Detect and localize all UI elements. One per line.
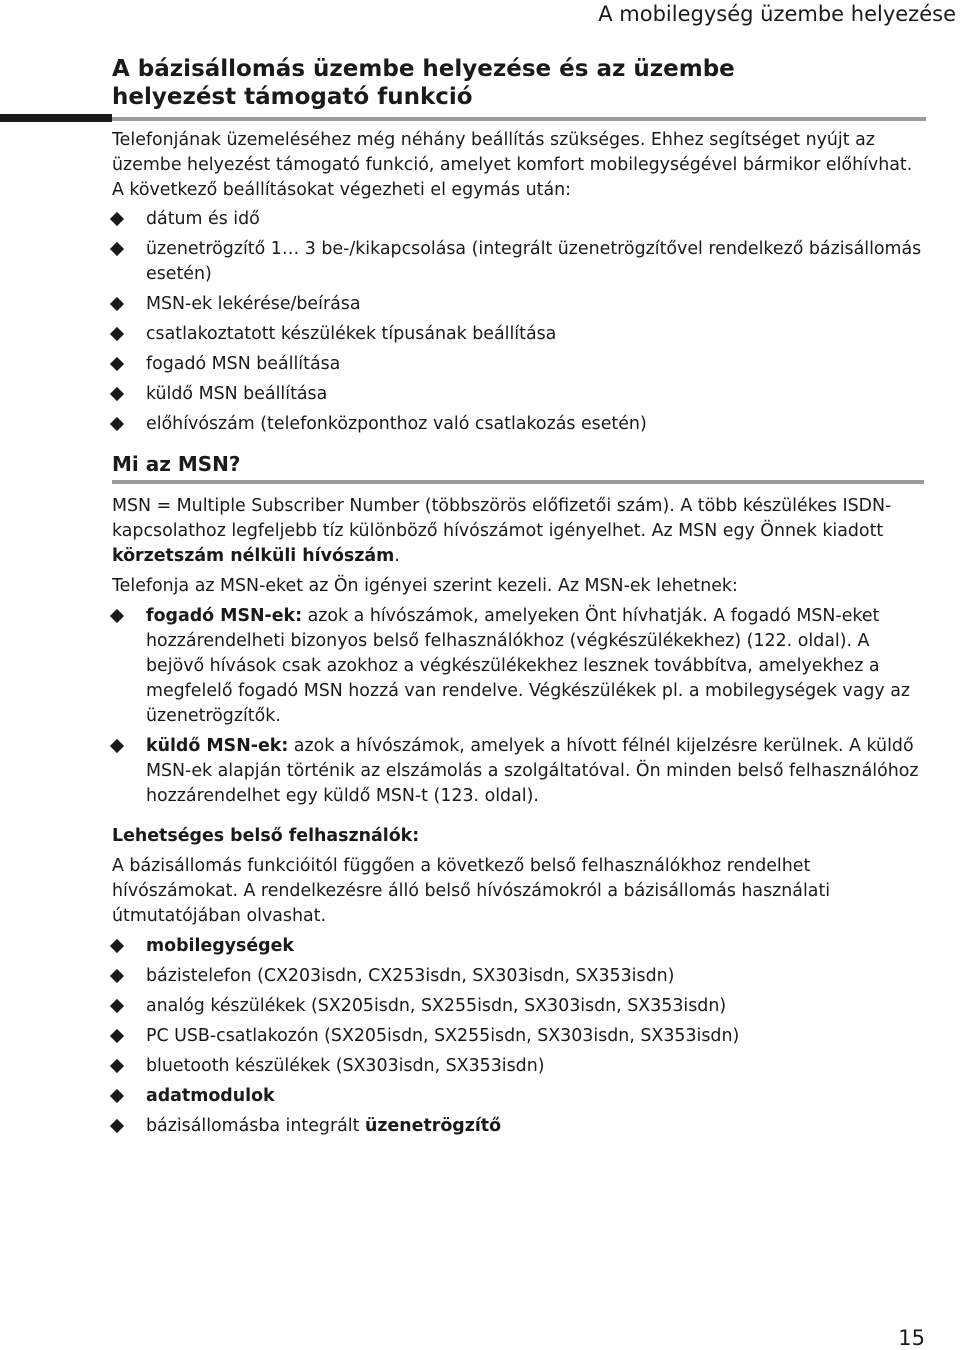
msn-types-list	[112, 604, 924, 809]
diamond-bullet-icon	[110, 939, 124, 953]
diamond-bullet-icon	[110, 387, 124, 401]
diamond-bullet-icon	[110, 1059, 124, 1073]
diamond-bullet-icon	[110, 212, 124, 226]
page-number: 15	[898, 1326, 925, 1350]
list-item: üzenetrögzítő 1… 3 be-/kikapcsolása (integrált üzenetrögzítővel rendelkező bázisállomás esetén)	[112, 237, 924, 287]
diamond-bullet-icon	[110, 609, 124, 623]
diamond-bullet-icon	[110, 1029, 124, 1043]
list-item: bluetooth készülékek (SX303isdn, SX353isdn)	[112, 1054, 924, 1079]
diamond-bullet-icon	[110, 357, 124, 371]
list-item: MSN-ek lekérése/beírása	[112, 292, 924, 317]
section-title-msn: Mi az MSN?	[112, 451, 924, 484]
list-item: analóg készülékek (SX205isdn, SX255isdn, SX303isdn, SX353isdn)	[112, 994, 924, 1019]
list-item: adatmodulok	[112, 1084, 924, 1109]
diamond-bullet-icon	[110, 417, 124, 431]
running-title: A mobilegység üzembe helyezése	[598, 2, 956, 26]
msn-handling: Telefonja az MSN-eket az Ön igényei szerint kezeli. Az MSN-ek lehetnek:	[112, 576, 738, 596]
list-item: bázistelefon (CX203isdn, CX253isdn, SX303isdn, SX353isdn)	[112, 964, 924, 989]
diamond-bullet-icon	[110, 739, 124, 753]
diamond-bullet-icon	[110, 297, 124, 311]
list-item: küldő MSN-ek: azok a hívószámok, amelyek a hívott félnél kijelzésre kerülnek. A küldő MSN-ek alapján történik az elszámolás a szolgáltatóval. Ön minden belső felhasználóhoz hozzárendelhet egy küldő MSN-t (123. oldal).	[112, 734, 924, 809]
list-item: PC USB-csatlakozón (SX205isdn, SX255isdn, SX303isdn, SX353isdn)	[112, 1024, 924, 1049]
list-item: bázisállomásba integrált üzenetrögzítő	[112, 1114, 924, 1139]
list-item: küldő MSN beállítása	[112, 382, 924, 407]
diamond-bullet-icon	[110, 327, 124, 341]
internal-users-list	[112, 934, 924, 1139]
list-item: előhívószám (telefonközponthoz való csatlakozás esetén)	[112, 412, 924, 437]
diamond-bullet-icon	[110, 242, 124, 256]
list-item: fogadó MSN beállítása	[112, 352, 924, 377]
list-item: dátum és idő	[112, 207, 924, 232]
setup-list	[112, 207, 924, 437]
page-content	[112, 55, 924, 1139]
internal-users-intro: A bázisállomás funkcióitól függően a következő belső felhasználókhoz rendelhet hívószámokat. A rendelkezésre álló belső hívószámokról a bázisállomás használati útmutatójában olvashat.	[112, 856, 831, 926]
diamond-bullet-icon	[110, 969, 124, 983]
diamond-bullet-icon	[110, 999, 124, 1013]
diamond-bullet-icon	[110, 1089, 124, 1103]
list-item: mobilegységek	[112, 934, 924, 959]
setup-intro: Telefonjának üzemeléséhez még néhány beállítás szükséges. Ehhez segítséget nyújt az üzembe helyezést támogató funkció, amelyet komfort mobilegységével bármikor előhívhat. A következő beállításokat végezheti el egymás után:	[112, 130, 913, 200]
list-item: fogadó MSN-ek: azok a hívószámok, amelyeken Önt hívhatják. A fogadó MSN-eket hozzárendelheti bizonyos belső felhasználókhoz (végkészülékekhez) (122. oldal). A bejövő hívások csak azokhoz a végkészülékekhez lesznek továbbítva, amelyekhez a megfelelő fogadó MSN hozzá van rendelve. Végkészülékek pl. a mobilegységek vagy az üzenetrögzítők.	[112, 604, 924, 729]
list-item: csatlakoztatott készülékek típusának beállítása	[112, 322, 924, 347]
section-title-internal-users: Lehetséges belső felhasználók:	[112, 826, 420, 846]
diamond-bullet-icon	[110, 1119, 124, 1133]
chapter-rule-thick	[0, 114, 112, 122]
section-title-setup: A bázisállomás üzembe helyezése és az üzembe helyezést támogató funkció	[112, 56, 735, 110]
msn-definition: MSN = Multiple Subscriber Number (többszörös előfizetői szám). A több készülékes ISDN-kapcsolathoz legfeljebb tíz különböző hívószámot igényelhet. Az MSN egy Önnek kiadott körzetszám nélküli hívószám.	[112, 496, 892, 566]
